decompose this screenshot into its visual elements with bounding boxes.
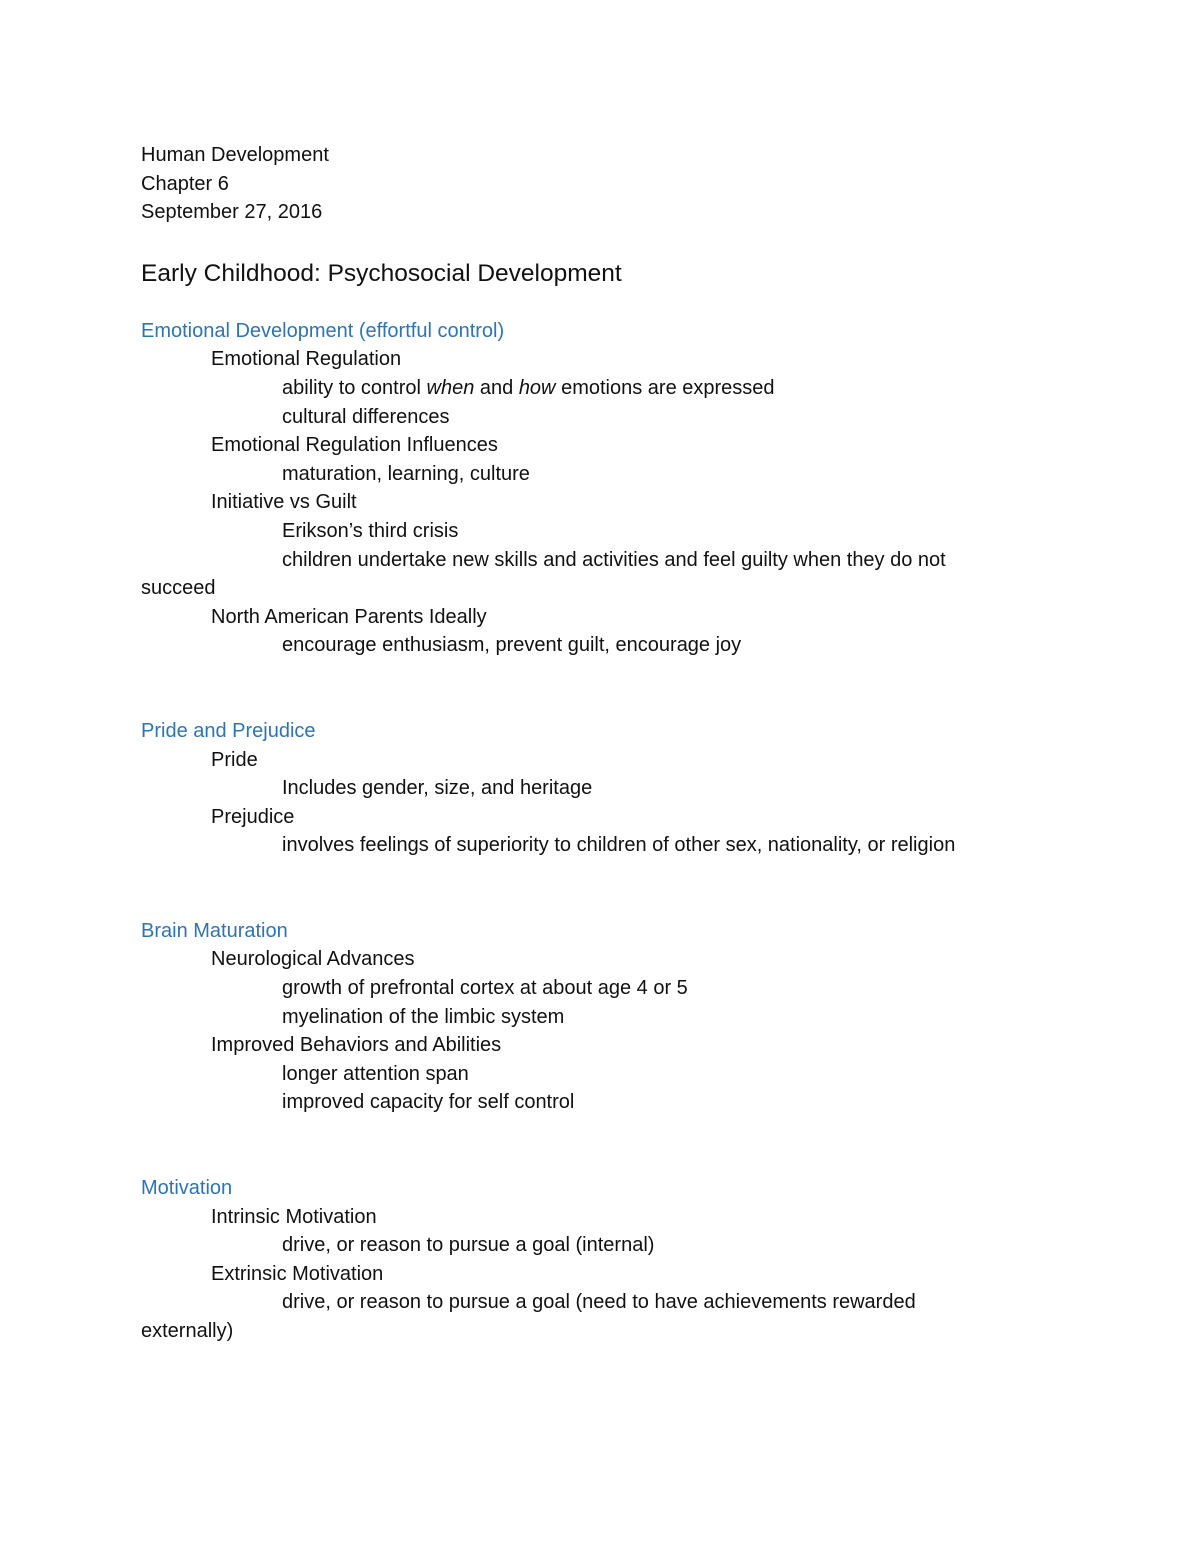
topic-item: Includes gender, size, and heritage <box>282 777 593 800</box>
topic-label: Emotional Regulation <box>211 348 402 371</box>
topic-item: cultural differences <box>282 405 450 428</box>
topic-item: improved capacity for self control <box>282 1091 575 1114</box>
document-date: September 27, 2016 <box>141 201 323 224</box>
topic-item: drive, or reason to pursue a goal (need to have achievements rewarded <box>282 1291 916 1314</box>
topic-item: growth of prefrontal cortex at about age 4 or 5 <box>282 977 688 1000</box>
topic-item: drive, or reason to pursue a goal (internal) <box>282 1234 655 1257</box>
section-heading-emotional-development: Emotional Development (effortful control) <box>141 319 505 342</box>
topic-label: Prejudice <box>211 805 295 828</box>
document-content <box>141 141 1041 1346</box>
topic-item: encourage enthusiasm, prevent guilt, encourage joy <box>282 634 742 657</box>
chapter-label: Chapter 6 <box>141 172 229 195</box>
section-spacer <box>141 660 1041 717</box>
item-emphasis: when <box>426 376 475 399</box>
document-title: Early Childhood: Psychosocial Development <box>141 259 622 287</box>
topic-label: Initiative vs Guilt <box>211 491 357 514</box>
topic-item: children undertake new skills and activities and feel guilty when they do not <box>282 548 946 571</box>
section-heading-motivation: Motivation <box>141 1177 233 1200</box>
topic-item: myelination of the limbic system <box>282 1005 565 1028</box>
topic-label: Extrinsic Motivation <box>211 1262 384 1285</box>
item-text: emotions are expressed <box>555 376 775 399</box>
topic-item-continuation: externally) <box>141 1320 234 1342</box>
topic-label: North American Parents Ideally <box>211 605 487 628</box>
topic-item: Erikson’s third crisis <box>282 519 459 542</box>
topic-label: Emotional Regulation Influences <box>211 434 498 457</box>
topic-label: Pride <box>211 748 258 771</box>
topic-label: Neurological Advances <box>211 948 415 971</box>
topic-item: maturation, learning, culture <box>282 462 530 485</box>
section-heading-pride-and-prejudice: Pride and Prejudice <box>141 719 316 742</box>
topic-item: involves feelings of superiority to children of other sex, nationality, or religion <box>282 834 956 857</box>
course-name: Human Development <box>141 144 329 166</box>
topic-label: Improved Behaviors and Abilities <box>211 1034 502 1057</box>
section-spacer <box>141 860 1041 917</box>
topic-item: longer attention span <box>282 1062 469 1085</box>
topic-item <box>141 374 1041 403</box>
section-heading-brain-maturation: Brain Maturation <box>141 919 288 942</box>
section-spacer <box>141 1117 1041 1174</box>
topic-item-continuation: succeed <box>141 577 216 600</box>
topic-label: Intrinsic Motivation <box>211 1205 377 1228</box>
item-text: ability to control <box>282 376 427 399</box>
item-emphasis: how <box>518 376 556 399</box>
item-text: and <box>474 376 519 399</box>
